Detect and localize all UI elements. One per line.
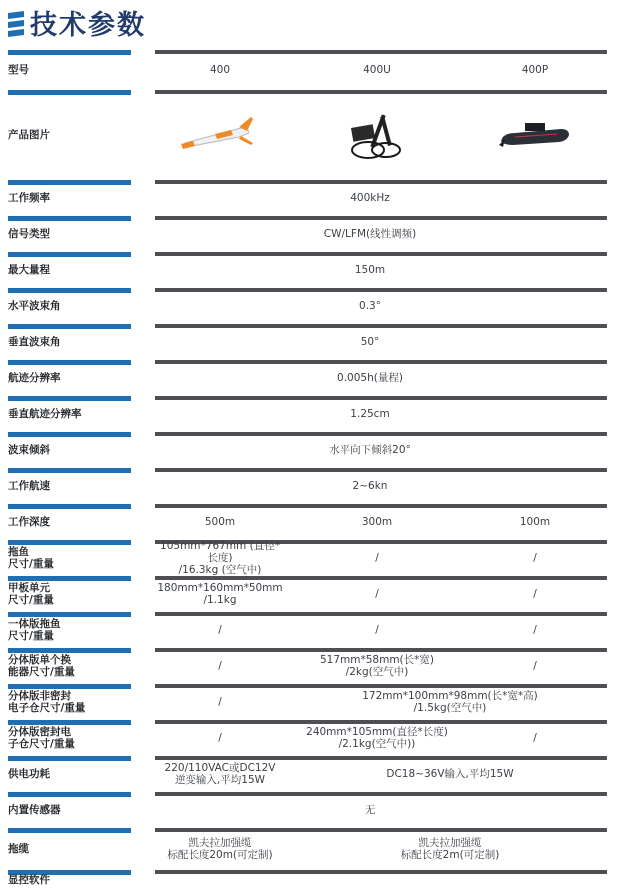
row-label: 一体版拖鱼 尺寸/重量 xyxy=(8,618,61,642)
row-label: 波束倾斜 xyxy=(8,444,50,456)
pod-sonar-icon xyxy=(495,115,575,155)
cell-integrated-400p: / xyxy=(533,624,537,636)
product-image-400 xyxy=(155,90,285,180)
page-header xyxy=(8,8,146,44)
cell-signal: CW/LFM(线性调频) xyxy=(323,228,417,240)
spec-table xyxy=(0,50,629,890)
cell-sealed-400u: 240mm*105mm(直径*长度) /2.1kg(空气中)) xyxy=(306,726,448,750)
table-row-software xyxy=(0,870,629,890)
cell-power-400: 220/110VAC或DC12V 逆变输入,平均15W xyxy=(164,762,276,786)
sensor-cable-icon xyxy=(342,108,412,163)
cell-cable-400u-400p: 凯夫拉加强缆 标配长度2m(可定制) xyxy=(400,837,500,861)
cell-nonsealed-400: / xyxy=(218,696,222,708)
row-label: 甲板单元 尺寸/重量 xyxy=(8,582,54,606)
table-row-cable xyxy=(0,828,629,870)
row-label: 工作航速 xyxy=(8,480,50,492)
table-row-power xyxy=(0,756,629,792)
cell-deck-400p: / xyxy=(533,588,537,600)
cell-speed: 2~6kn xyxy=(352,480,388,492)
brand-stripes-icon xyxy=(8,11,24,41)
table-row-towfish xyxy=(0,540,629,576)
table-row-sealed xyxy=(0,720,629,756)
cell-alongres: 0.005h(量程) xyxy=(337,372,403,384)
cell-sealed-400: / xyxy=(218,732,222,744)
row-label: 内置传感器 xyxy=(8,804,61,816)
cell-model-400: 400 xyxy=(209,64,231,76)
cell-sensor: 无 xyxy=(364,804,376,816)
row-label: 显控软件 xyxy=(8,874,50,886)
table-row-depth xyxy=(0,504,629,540)
cell-transducer-400: / xyxy=(218,660,222,672)
cell-depth-400u: 300m xyxy=(361,516,393,528)
table-row-alongres xyxy=(0,360,629,396)
row-label: 分体版非密封 电子仓尺寸/重量 xyxy=(8,690,86,714)
table-row-signal xyxy=(0,216,629,252)
row-label: 型号 xyxy=(8,64,29,76)
table-row-deck xyxy=(0,576,629,612)
cell-integrated-400: / xyxy=(218,624,222,636)
cell-integrated-400u: / xyxy=(375,624,379,636)
row-label: 水平波束角 xyxy=(8,300,61,312)
cell-transducer-400u: 517mm*58mm(长*宽) /2kg(空气中) xyxy=(319,654,434,678)
cell-depth-400p: 100m xyxy=(519,516,551,528)
table-row-tilt xyxy=(0,432,629,468)
cell-range: 150m xyxy=(354,264,386,276)
cell-towfish-400: 105mm*767mm (直径*长度) /16.3kg (空气中) xyxy=(160,540,280,576)
table-row-sensor xyxy=(0,792,629,828)
cell-sealed-400p: / xyxy=(533,732,537,744)
cell-model-400u: 400U xyxy=(363,64,391,76)
cell-depth-400: 500m xyxy=(204,516,236,528)
cell-deck-400u: / xyxy=(375,588,379,600)
row-label: 最大量程 xyxy=(8,264,50,276)
row-label: 拖鱼 尺寸/重量 xyxy=(8,546,54,570)
cell-transducer-400p: / xyxy=(533,660,537,672)
table-row-model xyxy=(0,50,629,90)
cell-cable-400: 凯夫拉加强缆 标配长度20m(可定制) xyxy=(167,837,273,861)
row-label: 分体版密封电 子仓尺寸/重量 xyxy=(8,726,75,750)
row-label: 航迹分辨率 xyxy=(8,372,61,384)
cell-vbeam: 50° xyxy=(360,336,380,348)
cell-hbeam: 0.3° xyxy=(359,300,381,312)
row-label: 工作深度 xyxy=(8,516,50,528)
cell-nonsealed-400u-400p: 172mm*100mm*98mm(长*宽*高) /1.5kg(空气中) xyxy=(362,690,538,714)
cell-towfish-400u: / xyxy=(375,552,379,564)
cell-power-400u-400p: DC18~36V输入,平均15W xyxy=(386,768,514,780)
page-title: 技术参数 xyxy=(30,10,146,41)
table-row-range xyxy=(0,252,629,288)
row-label: 拖缆 xyxy=(8,843,29,855)
cell-vres: 1.25cm xyxy=(350,408,390,420)
product-image-400u xyxy=(300,90,454,180)
row-label: 工作频率 xyxy=(8,192,50,204)
row-label: 信号类型 xyxy=(8,228,50,240)
towfish-orange-icon xyxy=(175,115,265,155)
row-label: 垂直波束角 xyxy=(8,336,61,348)
row-label: 供电功耗 xyxy=(8,768,50,780)
table-row-image xyxy=(0,90,629,180)
row-label: 垂直航迹分辨率 xyxy=(8,408,82,420)
table-row-integrated xyxy=(0,612,629,648)
table-row-transducer xyxy=(0,648,629,684)
cell-tilt: 水平向下倾斜20° xyxy=(329,444,411,456)
cell-frequency: 400kHz xyxy=(350,192,390,204)
cell-deck-400: 180mm*160mm*50mm /1.1kg xyxy=(157,582,283,606)
cell-model-400p: 400P xyxy=(521,64,549,76)
table-row-vres xyxy=(0,396,629,432)
table-row-hbeam xyxy=(0,288,629,324)
row-label: 产品图片 xyxy=(8,129,50,141)
product-image-400p xyxy=(470,90,600,180)
table-row-frequency xyxy=(0,180,629,216)
table-row-nonsealed xyxy=(0,684,629,720)
row-label: 分体版单个换 能器尺寸/重量 xyxy=(8,654,75,678)
table-row-vbeam xyxy=(0,324,629,360)
cell-towfish-400p: / xyxy=(533,552,537,564)
table-row-speed xyxy=(0,468,629,504)
